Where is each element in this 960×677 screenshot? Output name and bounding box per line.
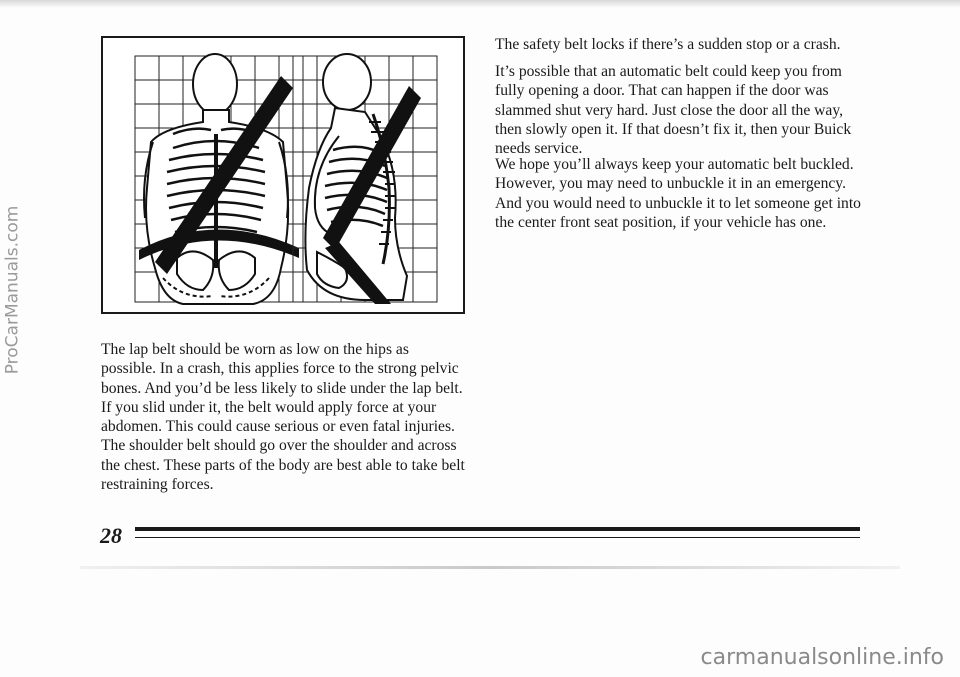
bottom-watermark: carmanualsonline.info [700,645,944,670]
footer-rule-thin [135,537,860,538]
seat-belt-skeleton-illustration [101,36,465,314]
lap-belt-paragraph: The lap belt should be worn as low on the hips as possible. In a crash, this applies force to the strong pelvic bones. And you’d be less likely to slide under the lap belt. If you slid under it, the belt would apply force at your abdomen. This could cause serious or even fatal injuries. The shoulder belt should go over the shoulder and across the chest. These parts of the body are best able to take belt restraining forces. [101,341,465,494]
scan-bottom-shadow [80,566,900,569]
door-belt-paragraph: It’s possible that an automatic belt could keep you from fully opening a door. That can happen if the door was slammed shut very hard. Just close the door all the way, then slowly open it. If that doesn’t fix it, then your Buick needs service. [495,63,852,158]
side-watermark-text: ProCarManuals.com [2,205,22,375]
side-watermark [0,180,24,400]
footer-rule-thick [135,527,860,531]
skeleton-diagram-svg [103,38,463,312]
belt-locks-paragraph: The safety belt locks if there’s a sudden stop or a crash. [495,36,841,53]
unbuckle-paragraph: We hope you’ll always keep your automatic belt buckled. However, you may need to unbuckle it in an emergency. And you would need to unbuckle it to let someone get into the center front seat position, if your vehicle has one. [495,156,861,231]
page-number: 28 [100,523,122,548]
scan-edge-shadow [0,0,960,8]
